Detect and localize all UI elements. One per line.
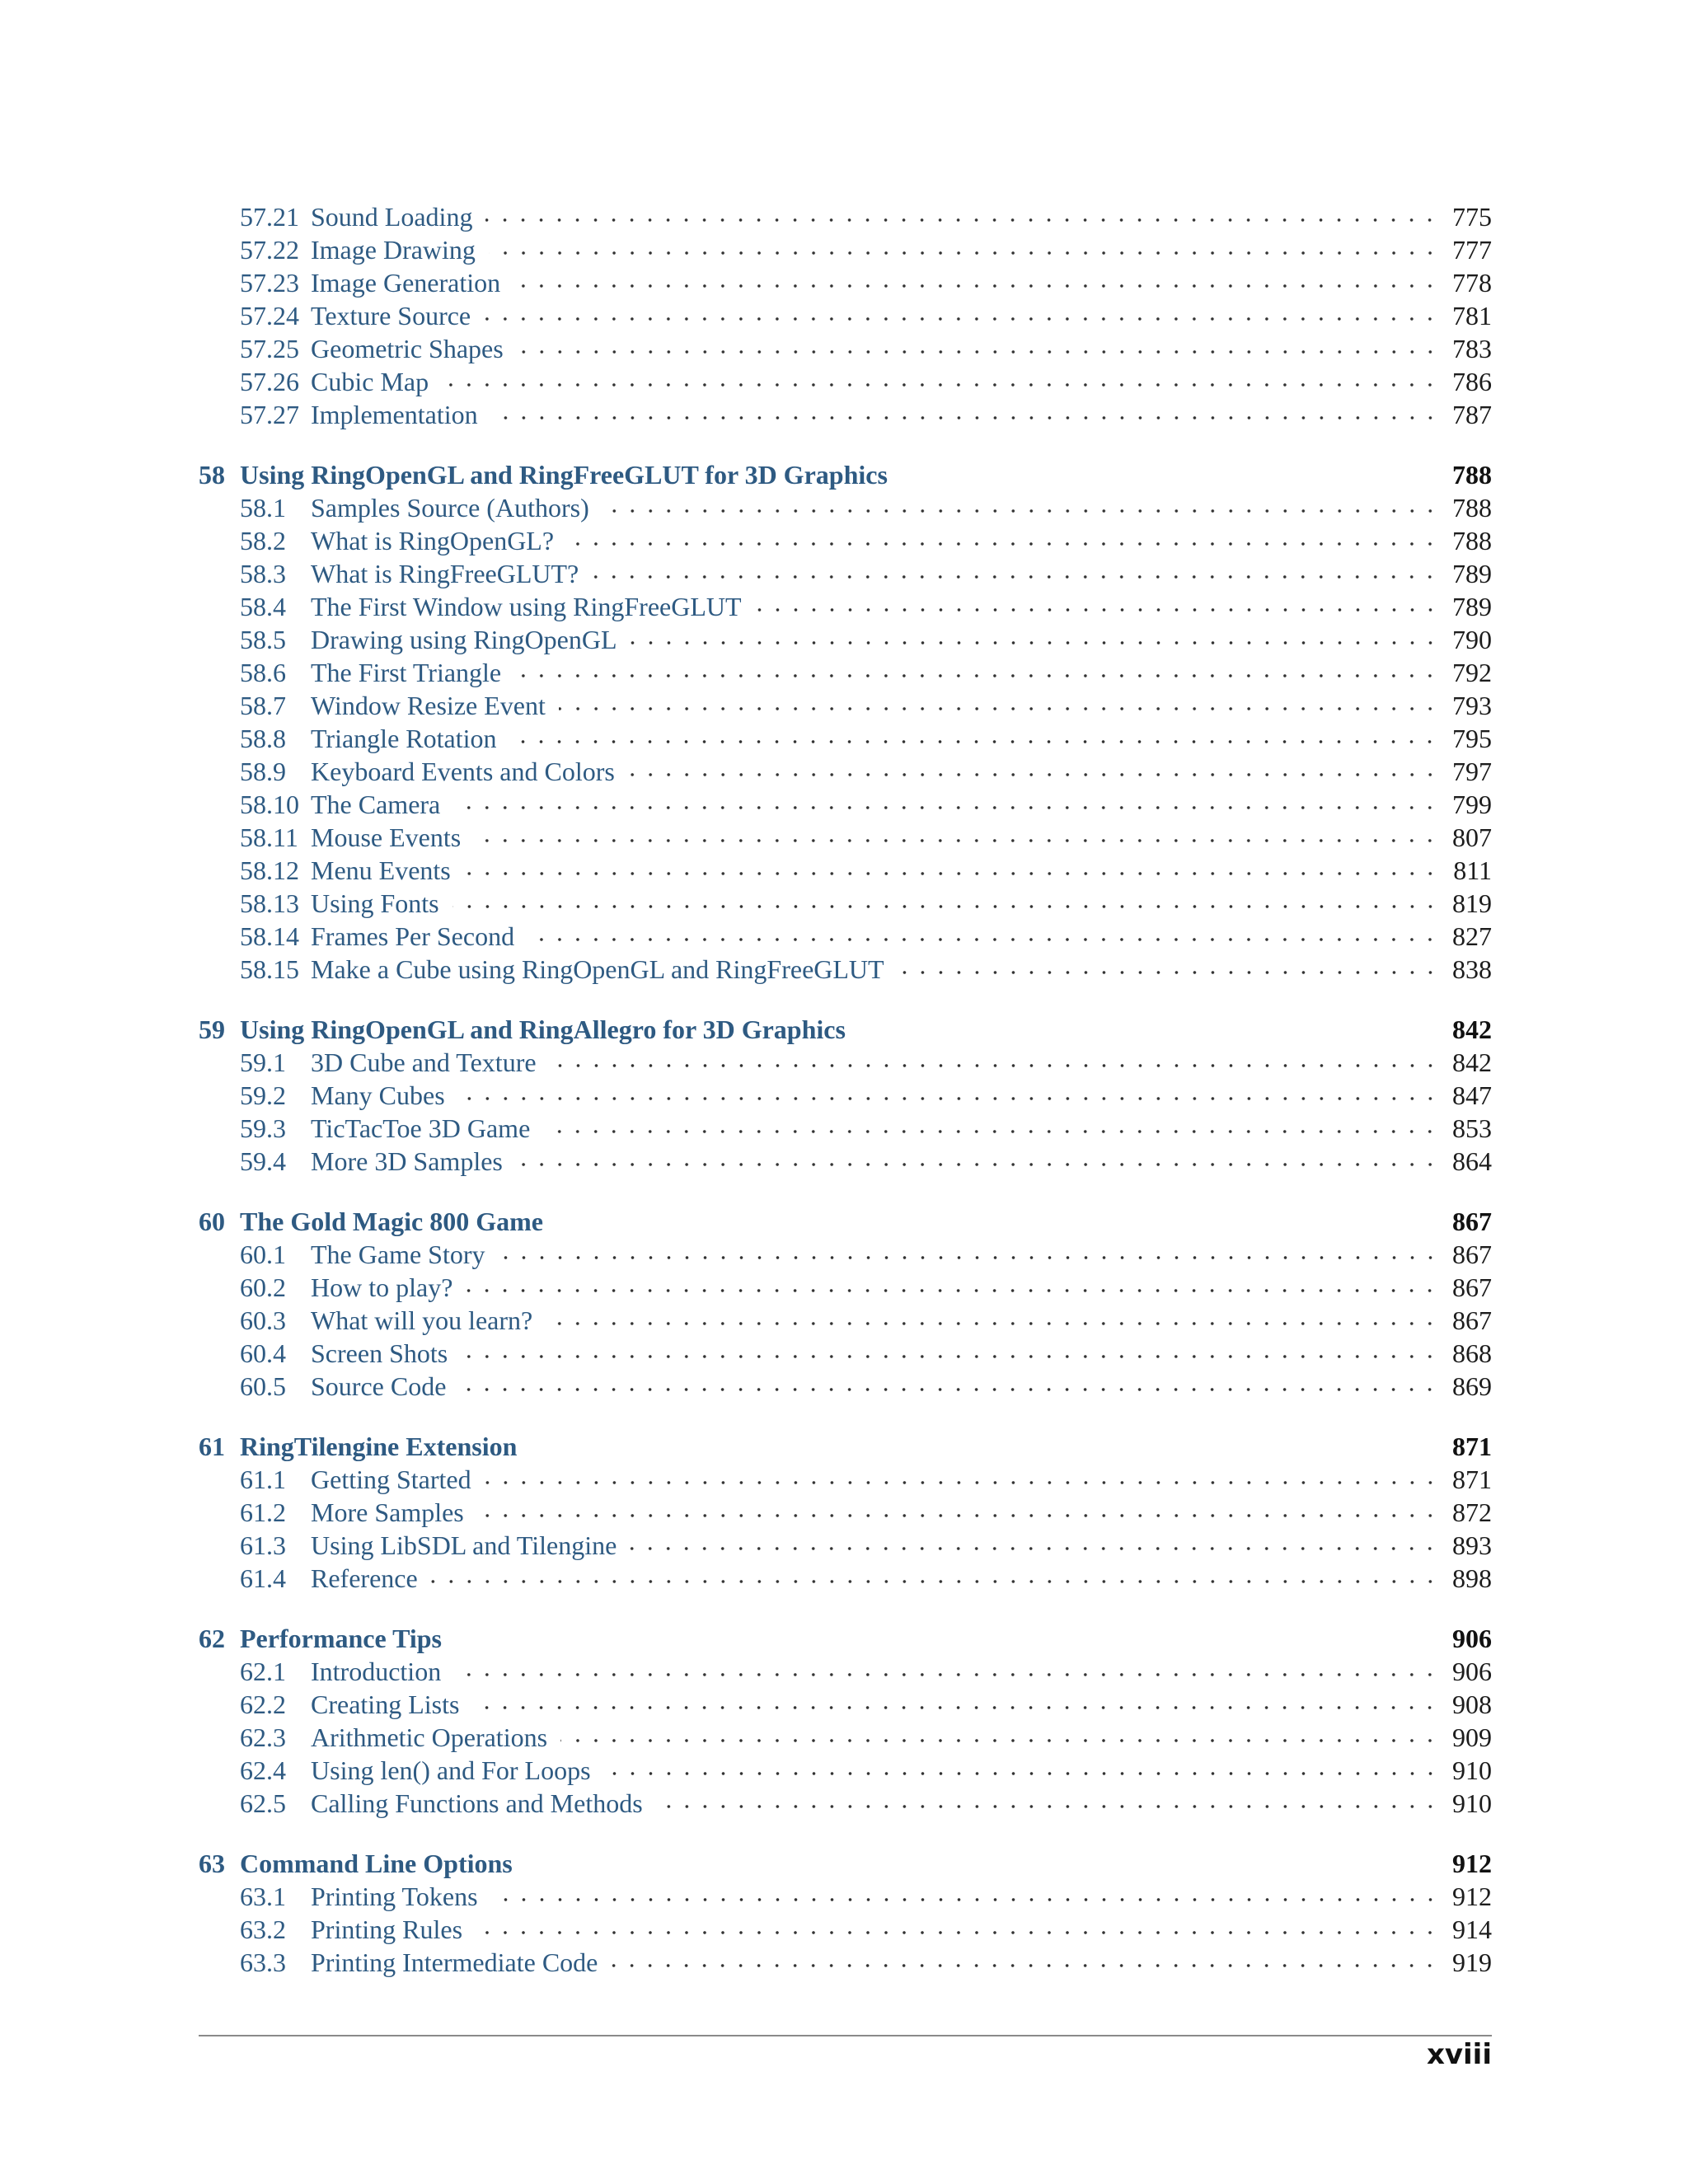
chapter-title-link[interactable]: The Gold Magic 800 Game [240,1206,543,1236]
section-page-number: 914 [1452,1914,1492,1944]
section-number: 62.5 [240,1788,286,1818]
dot-leader [656,1787,1439,1820]
toc-section-entry[interactable] [199,722,1492,755]
section-number: 60.1 [240,1239,286,1269]
section-title-link[interactable]: Geometric Shapes [311,333,504,363]
section-number: 58.7 [240,690,286,720]
toc-section-entry[interactable] [199,266,1492,299]
section-number: 57.22 [240,234,299,265]
dot-leader [466,1271,1439,1304]
section-page-number: 910 [1452,1788,1492,1818]
section-title-link[interactable]: Printing Rules [311,1914,463,1944]
section-number: 61.4 [240,1563,286,1593]
dot-leader [567,524,1439,557]
section-number: 61.1 [240,1464,286,1494]
section-page-number: 807 [1452,822,1492,852]
section-page-number: 792 [1452,657,1492,687]
dot-leader [509,722,1439,755]
chapter-number: 59 [199,1014,225,1044]
section-page-number: 787 [1452,399,1492,429]
chapter-title-link[interactable]: Using RingOpenGL and RingAllegro for 3D Graphics [240,1014,846,1044]
section-page-number: 908 [1452,1689,1492,1719]
toc-section-entry[interactable] [199,887,1492,920]
dot-leader [491,398,1439,431]
toc-section-entry[interactable] [199,1046,1492,1079]
section-page-number: 864 [1452,1146,1492,1176]
toc-section-entry[interactable] [199,623,1492,656]
dot-leader [489,233,1439,266]
footer-divider [199,2035,1492,2036]
section-page-number: 793 [1452,690,1492,720]
section-number: 62.3 [240,1722,286,1752]
section-title-link[interactable]: More Samples [311,1497,464,1527]
section-number: 60.5 [240,1371,286,1401]
section-number: 62.2 [240,1689,286,1719]
toc-section-entry[interactable] [199,491,1492,524]
toc-section-entry[interactable] [199,332,1492,365]
chapter-page-number: 912 [1452,1848,1492,1878]
toc-section-entry[interactable] [199,1880,1492,1913]
dot-leader [898,953,1439,986]
toc-section-entry[interactable] [199,1529,1492,1562]
dot-leader [517,332,1439,365]
section-number: 57.26 [240,366,299,396]
section-page-number: 819 [1452,888,1492,918]
section-page-number: 838 [1452,954,1492,984]
section-page-number: 898 [1452,1563,1492,1593]
section-title-link[interactable]: Getting Started [311,1464,471,1494]
toc-chapter-entry[interactable] [199,458,1492,491]
section-title-link[interactable]: Using LibSDL and Tilengine [311,1530,617,1560]
dot-leader [543,1112,1439,1145]
section-title-link[interactable]: Texture Source [311,300,471,330]
dot-leader [485,1463,1439,1496]
toc-section-entry[interactable] [199,689,1492,722]
section-page-number: 909 [1452,1722,1492,1752]
section-number: 63.3 [240,1947,286,1977]
section-page-number: 789 [1452,558,1492,588]
section-number: 58.11 [240,822,298,852]
table-of-contents [199,200,1492,1979]
toc-chapter-entry[interactable] [199,1622,1492,1655]
toc-section-entry[interactable] [199,1112,1492,1145]
section-title-link[interactable]: Implementation [311,399,478,429]
dot-leader [491,1880,1439,1913]
section-number: 61.3 [240,1530,286,1560]
section-page-number: 781 [1452,300,1492,330]
dot-leader [603,491,1439,524]
section-title-link[interactable]: Using Fonts [311,888,439,918]
toc-chapter-entry[interactable] [199,1013,1492,1046]
section-page-number: 867 [1452,1272,1492,1302]
section-number: 62.4 [240,1755,286,1785]
section-page-number: 868 [1452,1338,1492,1368]
toc-section-entry[interactable] [199,1145,1492,1178]
section-number: 58.13 [240,888,299,918]
chapter-title-link[interactable]: Performance Tips [240,1623,442,1653]
section-page-number: 811 [1453,855,1492,885]
section-number: 58.15 [240,954,299,984]
section-title-link[interactable]: TicTacToe 3D Game [311,1113,531,1143]
dot-leader [546,1304,1439,1337]
section-title-link[interactable]: Introduction [311,1656,442,1686]
section-number: 57.24 [240,300,299,330]
toc-section-entry[interactable] [199,1754,1492,1787]
toc-section-entry[interactable] [199,1463,1492,1496]
section-title-link[interactable]: Reference [311,1563,418,1593]
toc-section-entry[interactable] [199,557,1492,590]
dot-leader [513,266,1439,299]
toc-section-entry[interactable] [199,524,1492,557]
dot-leader [452,887,1439,920]
toc-section-entry[interactable] [199,200,1492,233]
section-title-link[interactable]: What is RingOpenGL? [311,525,555,555]
section-page-number: 867 [1452,1305,1492,1335]
section-title-link[interactable]: Using len() and For Loops [311,1755,591,1785]
section-title-link[interactable]: 3D Cube and Texture [311,1047,537,1077]
section-page-number: 847 [1452,1080,1492,1110]
toc-section-entry[interactable] [199,656,1492,689]
section-title-link[interactable]: Creating Lists [311,1689,460,1719]
toc-section-entry[interactable] [199,1370,1492,1403]
section-title-link[interactable]: Drawing using RingOpenGL [311,624,617,654]
toc-section-entry[interactable] [199,788,1492,821]
section-page-number: 893 [1452,1530,1492,1560]
chapter-number: 60 [199,1206,225,1236]
section-page-number: 797 [1452,756,1492,786]
section-page-number: 827 [1452,921,1492,951]
section-number: 58.9 [240,756,286,786]
section-title-link[interactable]: Samples Source (Authors) [311,492,589,523]
section-number: 58.6 [240,657,286,687]
section-page-number: 786 [1452,366,1492,396]
dot-leader [499,1238,1440,1271]
section-title-link[interactable]: The Game Story [311,1239,485,1269]
toc-section-entry[interactable] [199,1946,1492,1979]
section-title-link[interactable]: Printing Tokens [311,1881,478,1911]
dot-leader [516,1145,1439,1178]
chapter-title-link[interactable]: Command Line Options [240,1848,513,1878]
chapter-number: 58 [199,459,225,490]
dot-leader [474,821,1439,854]
dot-leader [604,1754,1439,1787]
dot-leader [592,557,1439,590]
section-title-link[interactable]: Calling Functions and Methods [311,1788,643,1818]
section-page-number: 788 [1452,492,1492,523]
footer-page-number: xviii [1426,2038,1492,2071]
section-page-number: 910 [1452,1755,1492,1785]
toc-section-entry[interactable] [199,953,1492,986]
chapter-number: 63 [199,1848,225,1878]
section-page-number: 871 [1452,1464,1492,1494]
dot-leader [431,1562,1439,1595]
section-title-link[interactable]: More 3D Samples [311,1146,503,1176]
toc-chapter-entry[interactable] [199,1430,1492,1463]
toc-section-entry[interactable] [199,1496,1492,1529]
section-title-link[interactable]: The First Triangle [311,657,502,687]
section-number: 59.4 [240,1146,286,1176]
section-number: 60.2 [240,1272,286,1302]
section-number: 58.10 [240,789,299,819]
toc-section-entry[interactable] [199,821,1492,854]
toc-section-entry[interactable] [199,1721,1492,1754]
section-page-number: 919 [1452,1947,1492,1977]
dot-leader [454,1655,1439,1688]
toc-section-entry[interactable] [199,365,1492,398]
section-title-link[interactable]: Image Generation [311,267,501,298]
section-page-number: 777 [1452,234,1492,265]
toc-section-entry[interactable] [199,1787,1492,1820]
toc-chapter-entry[interactable] [199,1205,1492,1238]
section-number: 58.14 [240,921,299,951]
section-title-link[interactable]: Image Drawing [311,234,476,265]
toc-section-entry[interactable] [199,1079,1492,1112]
toc-section-entry[interactable] [199,1304,1492,1337]
section-number: 61.2 [240,1497,286,1527]
section-page-number: 867 [1452,1239,1492,1269]
toc-section-entry[interactable] [199,920,1492,953]
section-number: 58.8 [240,723,286,753]
section-page-number: 795 [1452,723,1492,753]
section-page-number: 853 [1452,1113,1492,1143]
section-title-link[interactable]: Keyboard Events and Colors [311,756,615,786]
toc-section-entry[interactable] [199,1913,1492,1946]
section-title-link[interactable]: Make a Cube using RingOpenGL and RingFreeGLUT [311,954,884,984]
toc-section-entry[interactable] [199,590,1492,623]
toc-section-entry[interactable] [199,854,1492,887]
section-page-number: 783 [1452,333,1492,363]
section-title-link[interactable]: Source Code [311,1371,447,1401]
dot-leader [472,1688,1439,1721]
toc-section-entry[interactable] [199,1337,1492,1370]
toc-section-entry[interactable] [199,299,1492,332]
dot-leader [453,788,1439,821]
chapter-page-number: 867 [1452,1206,1492,1236]
section-title-link[interactable]: Mouse Events [311,822,462,852]
section-number: 57.25 [240,333,299,363]
section-page-number: 788 [1452,525,1492,555]
toc-chapter-entry[interactable] [199,1847,1492,1880]
chapter-number: 62 [199,1623,225,1653]
dot-leader [550,1046,1439,1079]
section-page-number: 869 [1452,1371,1492,1401]
section-page-number: 842 [1452,1047,1492,1077]
chapter-page-number: 842 [1452,1014,1492,1044]
section-page-number: 912 [1452,1881,1492,1911]
section-page-number: 789 [1452,591,1492,621]
section-title-link[interactable]: Screen Shots [311,1338,448,1368]
section-title-link[interactable]: What will you learn? [311,1305,533,1335]
toc-section-entry[interactable] [199,398,1492,431]
dot-leader [559,689,1439,722]
dot-leader [631,623,1439,656]
dot-leader [461,1337,1439,1370]
section-number: 58.12 [240,855,299,885]
section-number: 57.23 [240,267,299,298]
chapter-page-number: 906 [1452,1623,1492,1653]
section-title-link[interactable]: Printing Intermediate Code [311,1947,598,1977]
dot-leader [528,920,1439,953]
dot-leader [755,590,1439,623]
section-number: 60.3 [240,1305,286,1335]
toc-section-entry[interactable] [199,233,1492,266]
toc-section-entry[interactable] [199,1271,1492,1304]
section-page-number: 906 [1452,1656,1492,1686]
section-title-link[interactable]: The First Window using RingFreeGLUT [311,591,742,621]
section-number: 57.27 [240,399,299,429]
section-title-link[interactable]: How to play? [311,1272,453,1302]
toc-section-entry[interactable] [199,1562,1492,1595]
chapter-page-number: 788 [1452,459,1492,490]
section-number: 59.2 [240,1080,286,1110]
section-number: 60.4 [240,1338,286,1368]
dot-leader [560,1721,1439,1754]
section-number: 59.3 [240,1113,286,1143]
dot-leader [611,1946,1439,1979]
section-number: 58.4 [240,591,286,621]
section-page-number: 799 [1452,789,1492,819]
chapter-title-link[interactable]: RingTilengine Extension [240,1431,518,1461]
section-number: 58.3 [240,558,286,588]
toc-section-entry[interactable] [199,1688,1492,1721]
dot-leader [459,1370,1439,1403]
dot-leader [484,299,1439,332]
section-title-link[interactable]: Sound Loading [311,201,473,232]
dot-leader [485,200,1439,233]
section-title-link[interactable]: What is RingFreeGLUT? [311,558,579,588]
section-number: 58.2 [240,525,286,555]
section-number: 58.5 [240,624,286,654]
section-title-link[interactable]: Triangle Rotation [311,723,497,753]
section-number: 59.1 [240,1047,286,1077]
dot-leader [630,1529,1439,1562]
section-title-link[interactable]: The Camera [311,789,441,819]
toc-section-entry[interactable] [199,1655,1492,1688]
chapter-number: 61 [199,1431,225,1461]
section-page-number: 778 [1452,267,1492,298]
section-title-link[interactable]: Many Cubes [311,1080,445,1110]
chapter-page-number: 871 [1452,1431,1492,1461]
toc-section-entry[interactable] [199,1238,1492,1271]
section-number: 62.1 [240,1656,286,1686]
section-page-number: 872 [1452,1497,1492,1527]
dot-leader [442,365,1439,398]
section-title-link[interactable]: Frames Per Second [311,921,515,951]
section-page-number: 775 [1452,201,1492,232]
dot-leader [628,755,1439,788]
toc-section-entry[interactable] [199,755,1492,788]
section-number: 58.1 [240,492,286,523]
dot-leader [464,854,1439,887]
section-page-number: 790 [1452,624,1492,654]
dot-leader [458,1079,1439,1112]
chapter-title-link[interactable]: Using RingOpenGL and RingFreeGLUT for 3D Graphics [240,459,888,490]
section-title-link[interactable]: Window Resize Event [311,690,546,720]
section-number: 57.21 [240,201,299,232]
dot-leader [477,1496,1439,1529]
dot-leader [514,656,1439,689]
section-title-link[interactable]: Arithmetic Operations [311,1722,548,1752]
section-title-link[interactable]: Menu Events [311,855,451,885]
section-number: 63.2 [240,1914,286,1944]
section-number: 63.1 [240,1881,286,1911]
section-title-link[interactable]: Cubic Map [311,366,429,396]
dot-leader [476,1913,1439,1946]
